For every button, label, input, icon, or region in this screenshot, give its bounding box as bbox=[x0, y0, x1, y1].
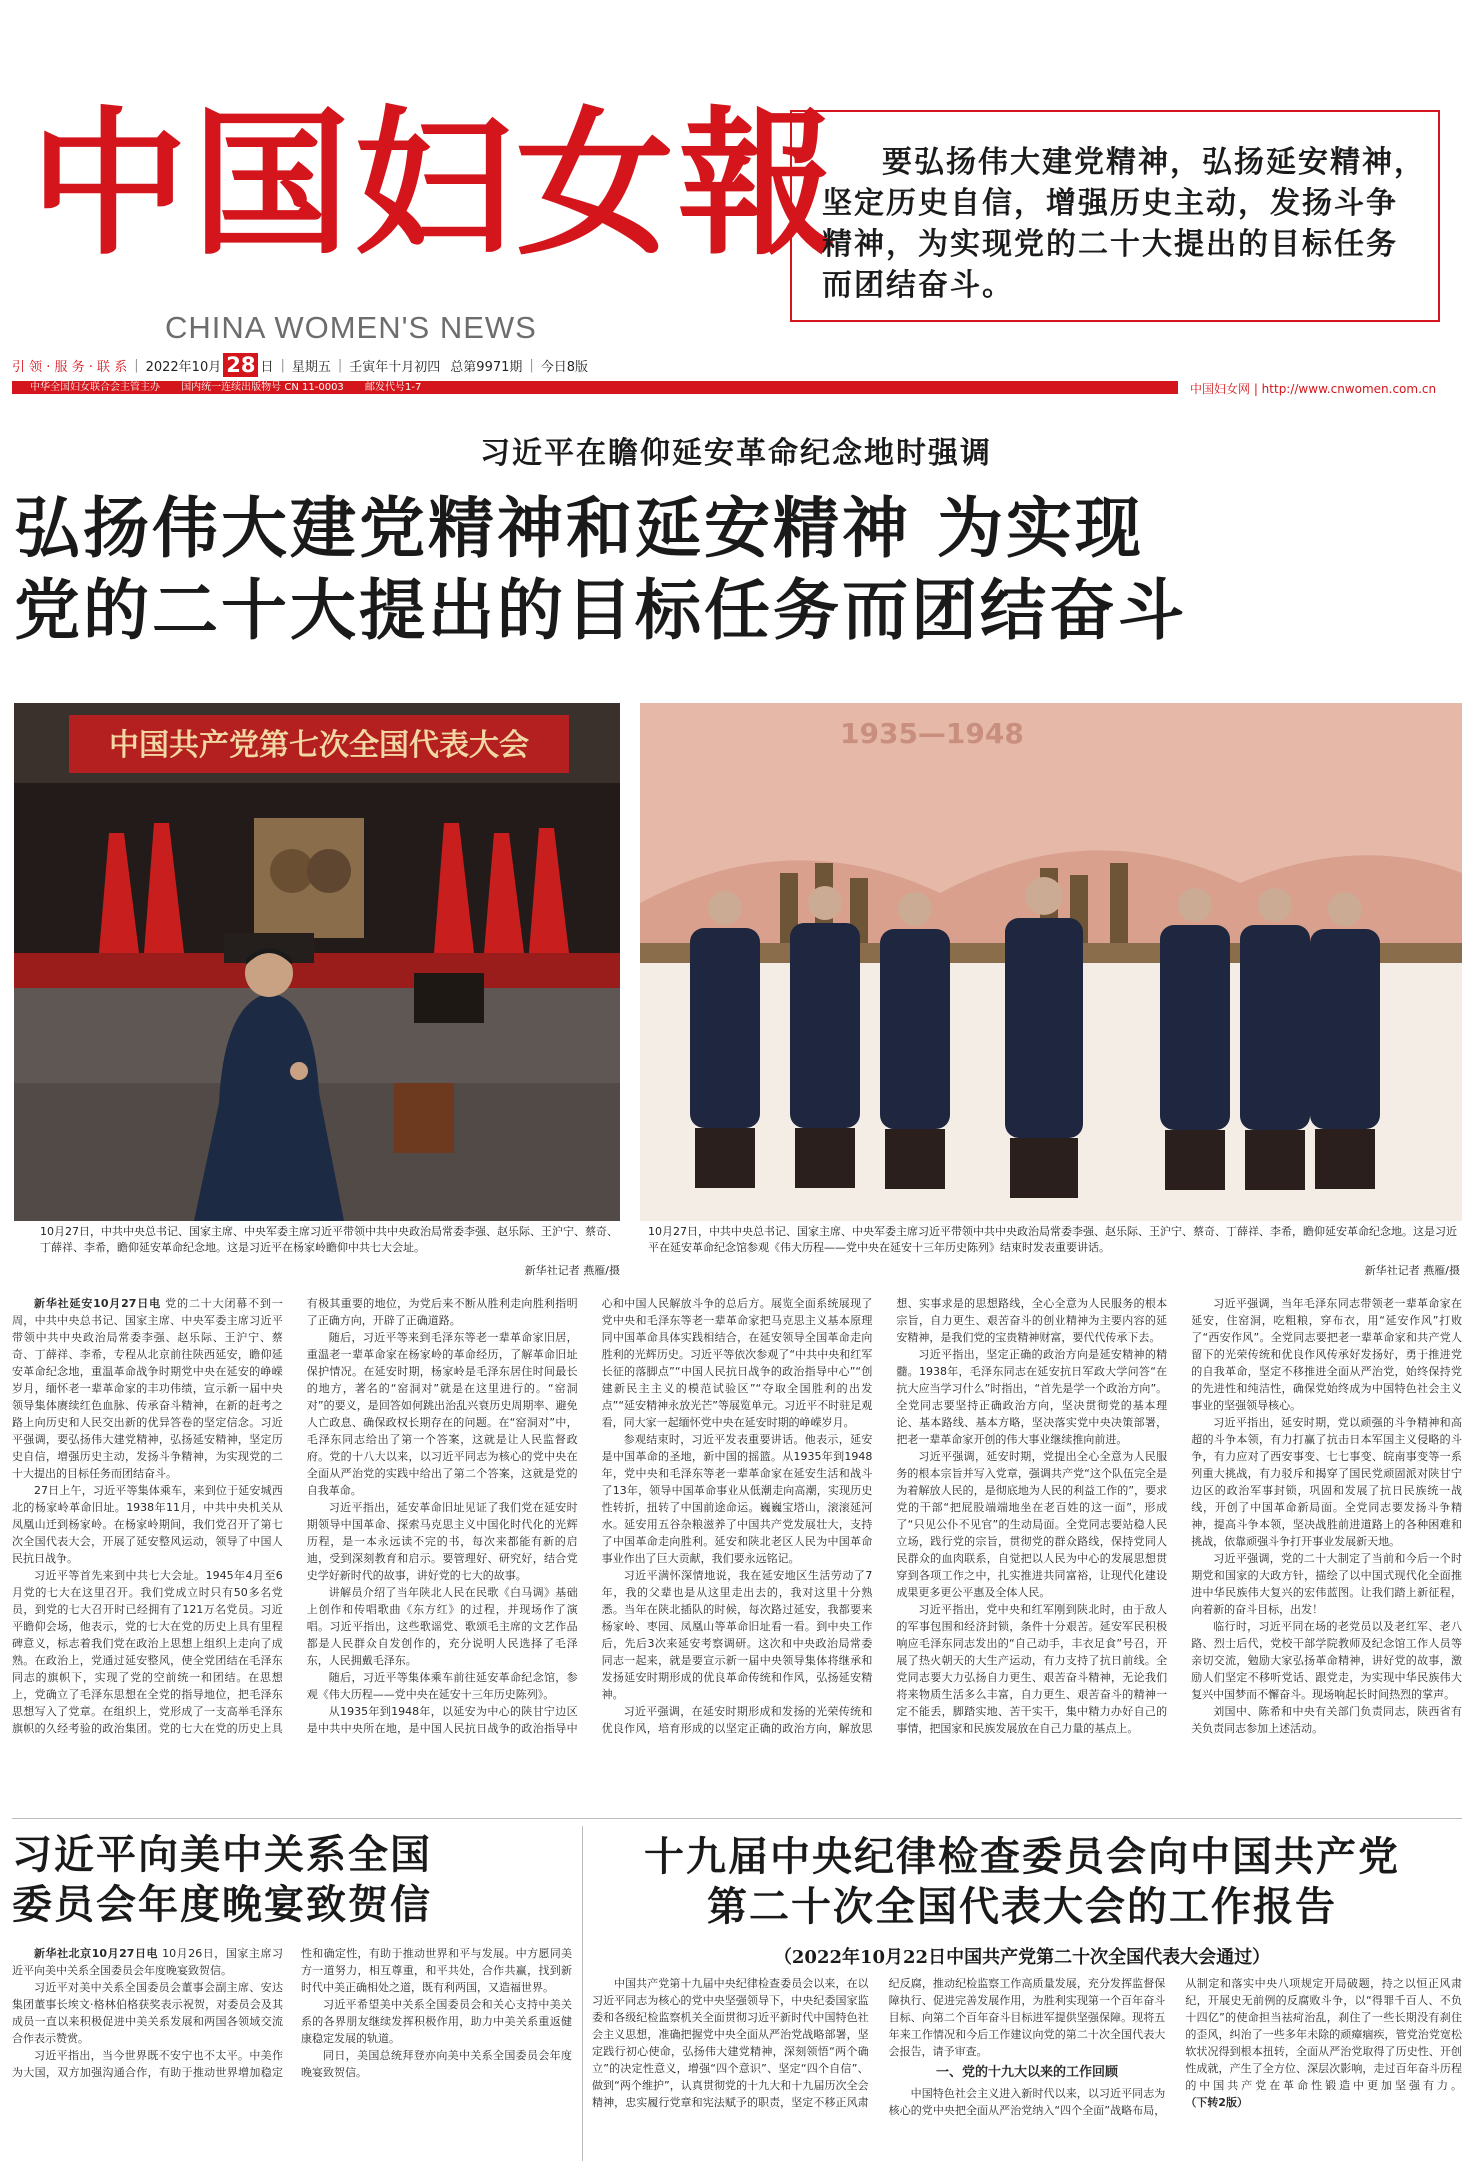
story3-body bbox=[592, 1975, 1462, 2161]
story3-paragraph: 中国共产党第十九届中央纪律检查委员会以来，在以习近平同志为核心的党中央坚强领导下，中央纪委国家监委和各级纪检监察机关全面贯彻习近平新时代中国特色社会主义思想，准确把握党中央全面从严治党战略部署，坚定践行初心使命，弘扬伟大建党精神，深刻领悟“两个确立”的决定性意义，增强“四个意识”、坚定“四个自信”、做到“两个维护”，认真贯彻党的十九大和十九届历次全会精神，忠实履行党章和宪法赋予的职责，坚定不移正风肃纪反腐，推动纪检监察工作高质量发展，充分发挥监督保障执行、促进完善发展作用，为胜利实现第一个百年奋斗目标、向第二个百年奋斗目标进军提供坚强保障。现将五年来工作情况和今后工作建议向党的第二十次全国代表大会报告，请予审查。 bbox=[592, 1977, 1166, 2109]
publisher: 中华全国妇女联合会主管主办 bbox=[30, 382, 160, 393]
lead-paragraph: 党的二十大闭幕不到一周，中共中央总书记、国家主席、中央军委主席习近平带领中共中央政治局常委李强、赵乐际、王沪宁、蔡奇、丁薛祥、李希，专程从北京前往陕西延安，瞻仰延安革命纪念地，重温革命战争时期党中央在延安的峥嵘岁月，缅怀老一辈革命家的丰功伟绩，宣示新一届中央领导集体赓续红色血脉、传承奋斗精神，在新的赶考之路上向历史和人民交出新的优异答卷的坚定信念。习近平强调，要弘扬伟大建党精神，弘扬延安精神，坚定历史自信，增强历史主动，发扬斗争精神，为实现党的二十大提出的目标任务而团结奋斗。 bbox=[12, 1297, 283, 1480]
photo-left-credit: 新华社记者 燕雁/摄 bbox=[524, 1264, 620, 1277]
lead-paragraph: 习近平指出，党中央和红军刚到陕北时，由于敌人的军事包围和经济封锁，条件十分艰苦。延安军民积极响应毛泽东同志发出的“自己动手，丰衣足食”号召，开展了热火朝天的大生产运动，有力支持了抗日前线。全党同志要大力弘扬自力更生、艰苦奋斗精神，无论我们将来物质生活多么丰富，自力更生、艰苦奋斗的精神一定不能丢，脚踏实地、苦干实干，集中精力办好自己的事情，把国家和民族发展放在自己力量的基点上。 bbox=[896, 1603, 1168, 1735]
story2-dateline: 新华社北京10月27日电 bbox=[34, 1947, 159, 1960]
cn-number: 国内统一连续出版物号 CN 11-0003 bbox=[181, 382, 344, 393]
lead-headline-line-1: 弘扬伟大建党精神和延安精神 为实现 bbox=[14, 490, 1144, 567]
lead-paragraph: 习近平强调，党的二十大制定了当前和今后一个时期党和国家的大政方针，描绘了以中国式现代化全面推进中华民族伟大复兴的宏伟蓝图。让我们踏上新征程，向着新的奋斗目标，出发！ bbox=[1191, 1552, 1462, 1616]
photo-left bbox=[14, 703, 620, 1221]
lead-paragraph: 讲解员介绍了当年陕北人民在民歌《白马调》基础上创作和传唱歌曲《东方红》的过程，并现场作了演唱。习近平指出，这些歌谣党、歌颂毛主席的文艺作品都是人民群众自发创作的，充分说明人民选择了毛泽东，人民拥戴毛泽东。 bbox=[306, 1586, 578, 1667]
lead-article-body bbox=[12, 1295, 1462, 1810]
story2-paragraph: 同日，美国总统拜登亦向美中关系全国委员会年度晚宴致贺信。 bbox=[301, 2049, 572, 2079]
story3-subtitle: （2022年10月22日中国共产党第二十次全国代表大会通过） bbox=[773, 1947, 1271, 1968]
date-info-row: 引 领 · 服 务 · 联 系 | 2022年10月 28 日 | 星期五 | 壬寅年十月初四 总第9971期 | 今日8版 bbox=[12, 353, 589, 377]
story2-paragraph: 习近平对美中关系全国委员会董事会副主席、安达集团董事长埃文·格林伯格获奖表示祝贺，对委员会及其成员一直以来积极促进中美关系发展和两国各领域交流合作表示赞赏。 bbox=[12, 1981, 283, 2045]
lead-paragraph: 刘国中、陈希和中央有关部门负责同志，陕西省有关负责同志参加上述活动。 bbox=[1191, 1705, 1462, 1735]
story2-headline-line-1: 习近平向美中关系全国 bbox=[12, 1832, 432, 1878]
photo-left-caption: 10月27日，中共中央总书记、国家主席、中央军委主席习近平带领中共中央政治局常委李强、赵乐际、王沪宁、蔡奇、丁薛祥、李希，瞻仰延安革命纪念地。这是习近平在杨家岭瞻仰中共七大会址。 bbox=[40, 1225, 618, 1254]
lead-paragraph: 习近平强调，延安时期，党提出全心全意为人民服务的根本宗旨并写入党章，强调共产党“这个队伍完全是为着解放人民的，是彻底地为人民的利益工作的”，要求党的干部“把屁股端端地坐在老百姓的这一面”，形成了“只见公仆不见官”的生动局面。全党同志要站稳人民立场，践行党的宗旨，贯彻党的群众路线，保持党同人民群众的血肉联系，自觉把以人民为中心的发展思想贯穿到各项工作之中，扎实推进共同富裕，让现代化建设成果更多更公平惠及全体人民。 bbox=[896, 1450, 1168, 1599]
story2-headline bbox=[12, 1830, 572, 1930]
weekday: 星期五 bbox=[291, 359, 331, 375]
slogan-text: 要弘扬伟大建党精神，弘扬延安精神，坚定历史自信，增强历史主动，发扬斗争精神，为实现党的二十大提出的目标任务而团结奋斗。 bbox=[822, 145, 1426, 303]
column-divider bbox=[582, 1826, 583, 2161]
photo-left-banner: 中国共产党第七次全国代表大会 bbox=[109, 728, 529, 763]
lead-paragraph: 参观结束时，习近平发表重要讲话。他表示，延安是中国革命的圣地，新中国的摇篮。从1935年到1948年，党中央和毛泽东等老一辈革命家在延安生活和战斗了13年，领导中国革命事业从低潮走向高潮，实现历史性转折，扭转了中国前途命运。巍巍宝塔山，滚滚延河水。延安用五谷杂粮滋养了中国共产党发展壮大，支持了中国革命走向胜利。延安和陕北老区人民为中国革命事业作出了巨大贡献，我们要永远铭记。 bbox=[601, 1433, 873, 1565]
story3-section-title: 一、党的十九大以来的工作回顾 bbox=[935, 2065, 1118, 2080]
photo-right-wall-text: 1935—1948 bbox=[840, 717, 1024, 750]
lead-paragraph: 习近平指出，延安时期，党以顽强的斗争精神和高超的斗争本领，有力打赢了抗击日本军国主义侵略的斗争，有力应对了西安事变、七七事变、皖南事变等一系列重大挑战，有力驳斥和揭穿了国民党顽固派对陕甘宁边区的政治军事封锁，巩固和发展了抗日民族统一战线，开创了中国革命新局面。全党同志要发扬斗争精神，提高斗争本领，坚决战胜前进道路上的各种困难和挑战，依靠顽强斗争打开事业发展新天地。 bbox=[1191, 1416, 1462, 1548]
lead-paragraph: 习近平指出，坚定正确的政治方向是延安精神的精髓。1938年，毛泽东同志在延安抗日军政大学问答“在抗大应当学习什么”时指出，“首先是学一个政治方向”。全党同志要坚持正确政治方向，坚决贯彻党的基本理论、基本路线、基本方略，坚决落实党中央决策部署，把老一辈革命家开创的伟大事业继续推向前进。 bbox=[896, 1348, 1168, 1446]
date-day: 28 bbox=[223, 353, 258, 377]
continued-label: （下转2版） bbox=[1185, 2096, 1248, 2109]
lead-paragraph: 临行时，习近平同在场的老党员以及老红军、老八路、烈士后代，党校干部学院教师及纪念馆工作人员等亲切交流，勉励大家弘扬革命精神，讲好党的故事，激励人们坚定不移听党话、跟党走，为实现中华民族伟大复兴中国梦而不懈奋斗。现场响起长时间热烈的掌声。 bbox=[1191, 1620, 1462, 1701]
lead-paragraph: 从1935年到1948年，以延安为中心的陕甘宁边区是中共中央所在地，是中国人民抗日战争的政治指导中心和中国人民解放斗争的总后方。展览全面系统展现了党中央和毛泽东等老一辈革命家把马克思主义基本原理同中国革命具体实践相结合，在延安领导全国革命走向胜利的光辉历史。习近平等依次参观了“中共中央和红军长征的落脚点”“中国人民抗日战争的政治指导中心”“创建新民主主义的模范试验区”“夺取全国胜利的出发点”“延安精神永放光芒”等展览单元。习近平不时驻足观看，同大家一起缅怀党中央在延安时期的峥嵘岁月。 bbox=[306, 1297, 873, 1735]
story3-headline-line-1: 十九届中央纪律检查委员会向中国共产党 bbox=[644, 1834, 1400, 1880]
lead-paragraph: 习近平等首先来到中共七大会址。1945年4月至6月党的七大在这里召开。我们党成立时只有50多名党员，到党的七大召开时已经拥有了121万名党员。习近平瞻仰会场，他表示，党的七大在党的历史上具有里程碑意义，标志着我们党在政治上思想上组织上走向了成熟。在政治上，党通过延安整风，使全党团结在毛泽东同志的旗帜下，实现了党的空前统一和团结。在思想上，党确立了毛泽东思想在全党的指导地位，把毛泽东思想写入了党章。在组织上，党形成了一支高举毛泽东旗帜的久经考验的政治集团。党的七大在党的历史上具有极其重要的地位，为党后来不断从胜利走向胜利指明了正确方向，开辟了正确道路。 bbox=[12, 1297, 578, 1735]
story2-paragraph: 习近平希望美中关系全国委员会和关心支持中美关系的各界朋友继续发挥积极作用，助力中美关系重返健康稳定发展的轨道。 bbox=[301, 1998, 572, 2045]
website-link[interactable]: 中国妇女网 | http://www.cnwomen.com.cn bbox=[1190, 382, 1437, 396]
publisher-bar bbox=[12, 381, 1178, 394]
lead-dateline: 新华社延安10月27日电 bbox=[34, 1297, 161, 1310]
lead-kicker: 习近平在瞻仰延安革命纪念地时强调 bbox=[480, 436, 992, 471]
story3-section-text: 中国特色社会主义进入新时代以来，以习近平同志为核心的党中央把全面从严治党纳入“四个全面”战略布局，从制定和落实中央八项规定开局破题，持之以恒正风肃纪，开展史无前例的反腐败斗争，以“得罪千百人、不负十四亿”的使命担当祛疴治乱，刹住了一些长期没有刹住的歪风，纠治了一些多年未除的顽瘴痼疾，管党治党宽松软状况得到根本扭转，全面从严治党取得了历史性、开创性成就，产生了全方位、深层次影响，走过百年奋斗历程的中国共产党在革命性锻造中更加坚强有力。 bbox=[888, 1977, 1462, 2117]
lead-paragraph: 随后，习近平等来到毛泽东等老一辈革命家旧居，重温老一辈革命家在杨家岭的革命经历，了解革命旧址保护情况。在延安时期，杨家岭是毛泽东居住时间最长的地方，著名的“窑洞对”就是在这里进行的。“窑洞对”的要义，是回答如何跳出治乱兴衰历史周期率、避免人亡政息、确保政权长期存在的问题。在“窑洞对”中，毛泽东同志给出了第一个答案，这就是让人民监督政府。党的十八大以来，以习近平同志为核心的党中央在全面从严治党的实践中给出了第二个答案，这就是党的自我革命。 bbox=[306, 1331, 578, 1497]
masthead-english-title: CHINA WOMEN'S NEWS bbox=[165, 310, 537, 345]
lead-headline bbox=[14, 488, 1464, 652]
lead-paragraph: 习近平强调，当年毛泽东同志带领老一辈革命家在延安，住窑洞，吃粗粮，穿布衣，用“延安作风”打败了“西安作风”。全党同志要把老一辈革命家和共产党人留下的光荣传统和优良作风传承好发扬好，勇于推进党的自我革命，坚定不移推进全面从严治党，始终保持党的先进性和纯洁性，确保党始终成为中国特色社会主义事业的坚强领导核心。 bbox=[1191, 1297, 1462, 1412]
story2-headline-line-2: 委员会年度晚宴致贺信 bbox=[12, 1882, 432, 1928]
issue-number: 总第9971期 bbox=[450, 359, 523, 375]
lead-paragraph: 习近平指出，延安革命旧址见证了我们党在延安时期领导中国革命、探索马克思主义中国化时代化的光辉历程，是一本永远读不完的书，每次来都能有新的启迪，受到深刻教育和启示。要管理好、研究好，结合党史学好新时代的故事，讲好党的七大的故事。 bbox=[306, 1501, 578, 1582]
lunar-date: 壬寅年十月初四 bbox=[349, 359, 441, 375]
date-prefix: 2022年10月 bbox=[145, 359, 222, 375]
slogan-box bbox=[790, 110, 1440, 322]
story2-body bbox=[12, 1945, 572, 2160]
masthead-title: 中国妇女報 bbox=[30, 92, 840, 277]
postal-code: 邮发代号1-7 bbox=[364, 382, 422, 393]
lead-headline-line-2: 党的二十大提出的目标任务而团结奋斗 bbox=[14, 572, 1187, 649]
story3-headline-line-2: 第二十次全国代表大会的工作报告 bbox=[707, 1884, 1337, 1930]
story2-paragraph: 10月26日，国家主席习近平向美中关系全国委员会年度晚宴致贺信。 bbox=[12, 1947, 283, 1977]
photo-right bbox=[640, 703, 1462, 1221]
story2-paragraph: 习近平指出，当今世界既不安宁也不太平。中美作为大国，双方加强沟通合作，有助于推动世界增加稳定性和确定性，有助于推动世界和平与发展。中方愿同美方一道努力，相互尊重，和平共处，合作共赢，找到新时代中美正确相处之道，既有利两国，又造福世界。 bbox=[12, 1947, 572, 2079]
lead-paragraph: 随后，习近平等集体乘车前往延安革命纪念馆，参观《伟大历程——党中央在延安十三年历史陈列》。 bbox=[306, 1671, 578, 1701]
photo-right-caption: 10月27日，中共中央总书记、国家主席、中央军委主席习近平带领中共中央政治局常委李强、赵乐际、王沪宁、蔡奇、丁薛祥、李希，瞻仰延安革命纪念地。这是习近平在延安革命纪念馆参观《伟大历程——党中央在延安十三年历史陈列》结束时发表重要讲话。 bbox=[648, 1225, 1457, 1254]
lead-paragraph: 27日上午，习近平等集体乘车，来到位于延安城西北的杨家岭革命旧址。1938年11月，中共中央机关从凤凰山迁到杨家岭。在杨家岭期间，我们党召开了第七次全国代表大会，开展了延安整风运动，领导了中国人民抗日战争。 bbox=[12, 1484, 283, 1565]
story3-headline bbox=[592, 1832, 1452, 1932]
photo-right-credit: 新华社记者 燕雁/摄 bbox=[1364, 1264, 1460, 1277]
lead-paragraph: 习近平满怀深情地说，我在延安地区生活劳动了7年，我的父辈也是从这里走出去的，我对这里十分熟悉。当年在陕北插队的时候，每次路过延安，我都要来杨家岭、枣园、凤凰山等革命旧址看一看。到中央工作后，先后3次来延安考察调研。这次和中央政治局常委同志一起来，就是要宣示新一届中央领导集体将继承和发扬延安时期形成的优良革命传统和作风，弘扬延安精神。 bbox=[601, 1569, 873, 1701]
lead-paragraph: 习近平强调，在延安时期形成和发扬的光荣传统和优良作风，培育形成的以坚定正确的政治方向，解放思想、实事求是的思想路线，全心全意为人民服务的根本宗旨，自力更生、艰苦奋斗的创业精神为主要内容的延安精神，是我们党的宝贵精神财富，要代代传承下去。 bbox=[601, 1297, 1168, 1735]
section-divider bbox=[12, 1818, 1462, 1819]
date-suffix: 日 bbox=[260, 359, 274, 375]
page-count: 今日8版 bbox=[540, 359, 589, 375]
tagline: 引 领 · 服 务 · 联 系 bbox=[12, 359, 128, 375]
